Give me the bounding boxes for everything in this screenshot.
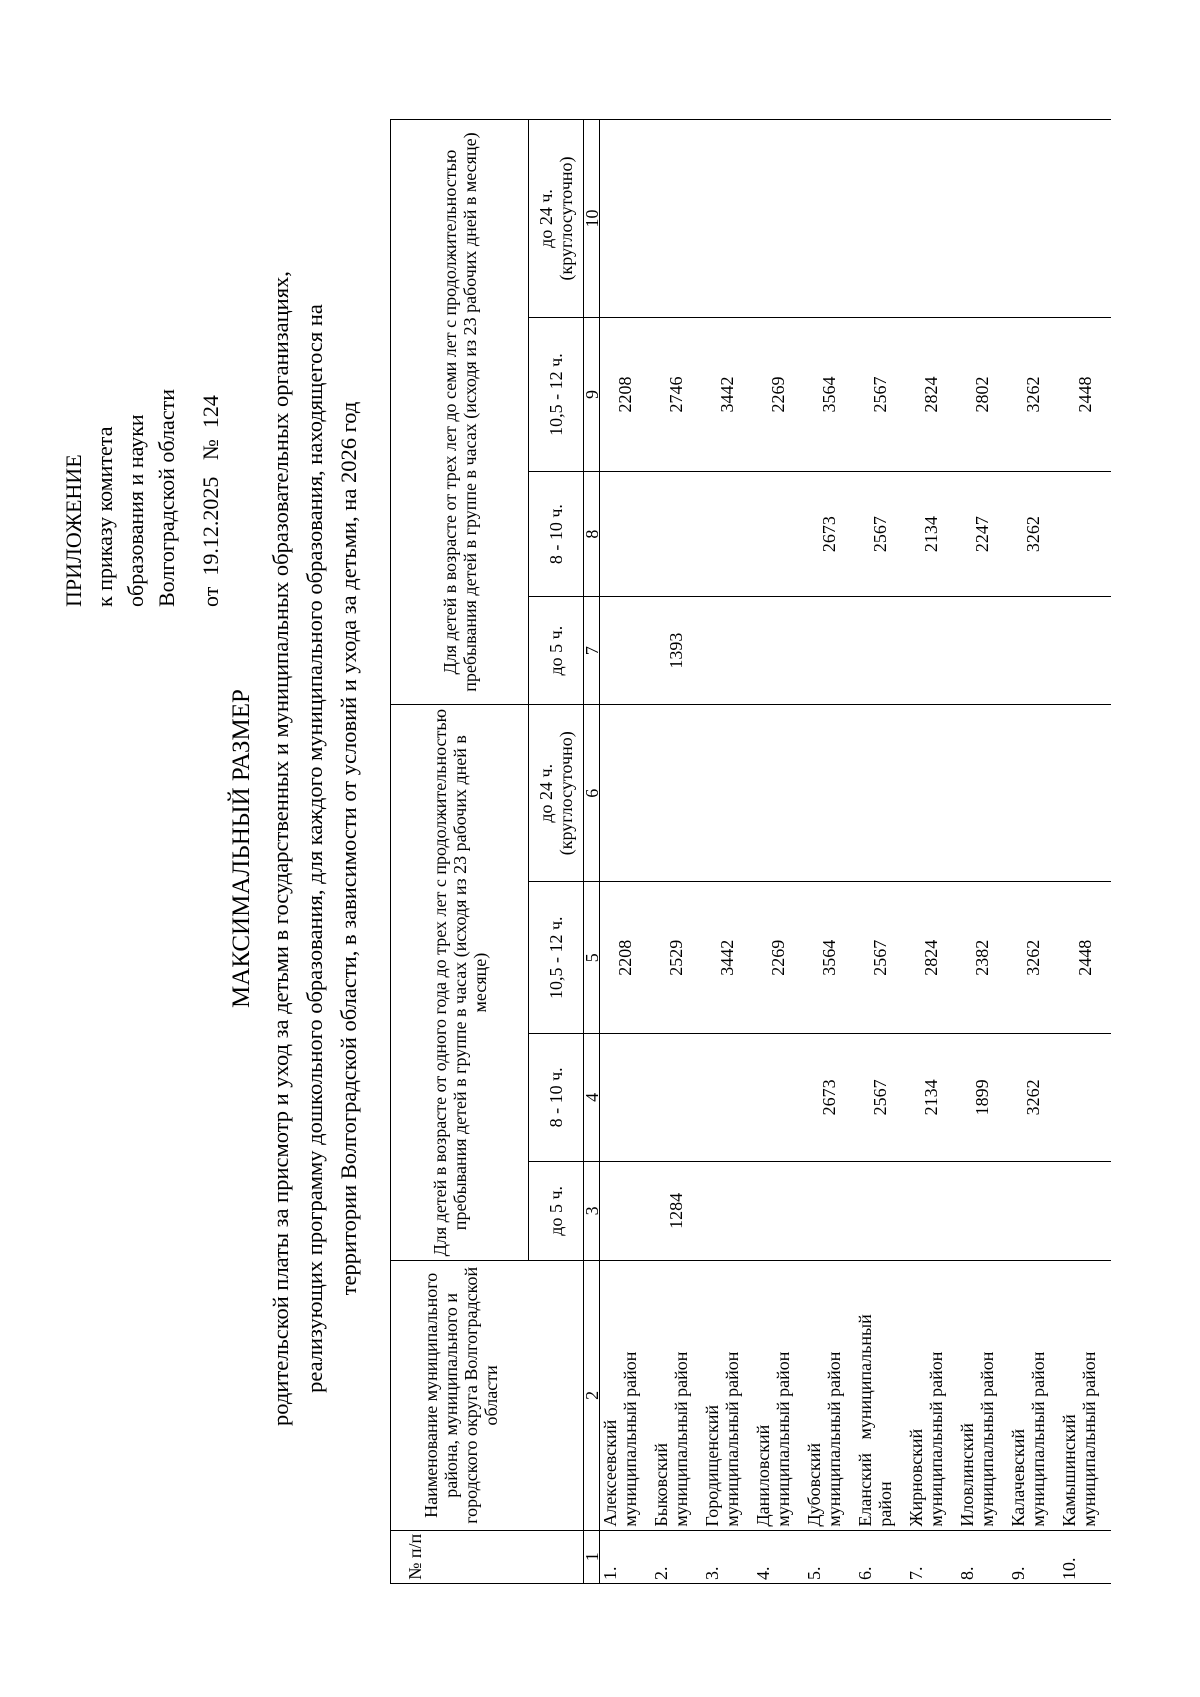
fee-cell-c10 [753,120,804,318]
header-g2-24h-b: (круглосуточно) [556,156,576,281]
fee-cell-c8 [702,472,753,597]
col-number: 9 [584,317,600,471]
municipality-name-line-2: муниципальный район [976,1351,997,1527]
row-number: 10. [1059,1530,1111,1583]
header-g1-24h [529,705,584,882]
appendix-block [58,187,226,607]
header-g2-10-12: 10,5 - 12 ч. [529,317,584,471]
row-number: 3. [702,1530,753,1583]
col-number: 3 [584,1161,600,1261]
fee-cell-c9: 2746 [651,317,702,471]
fee-cell-c8: 2247 [957,472,1008,597]
table-row [600,120,651,1584]
fee-cell-c10 [906,120,957,318]
col-number: 6 [584,705,600,882]
row-number: 8. [957,1530,1008,1583]
subtitle-line-2: реализующих программу дошкольного образования, для каждого муниципального образования, находящегося на [302,304,327,1393]
municipality-name [906,1261,957,1530]
fee-cell-c9: 3442 [702,317,753,471]
fee-cell-c6 [1059,705,1111,882]
header-name: Наименование муниципального района, муниципального и городского округа Волгоградской области [391,1261,584,1530]
table-body [600,120,1111,1584]
row-number: 5. [804,1530,855,1583]
fee-cell-c5: 2269 [753,882,804,1034]
header-num: № п/п [391,1530,584,1583]
header-g2-24h [529,120,584,318]
row-number: 6. [855,1530,906,1583]
table-row [1008,120,1059,1584]
fee-cell-c10 [600,120,651,318]
fee-cell-c8 [651,472,702,597]
fee-cell-c6 [957,705,1008,882]
column-number-row [584,120,600,1584]
municipality-name [1059,1261,1111,1530]
municipality-name-line-2: муниципальный район [620,1351,640,1527]
fee-cell-c5: 2824 [906,882,957,1034]
fee-cell-c3 [906,1161,957,1261]
col-number: 4 [584,1034,600,1161]
municipality-name-line-2: муниципальный район [721,1351,742,1527]
header-g2-8-10: 8 - 10 ч. [529,472,584,597]
appendix-spacer [182,187,195,607]
fee-cell-c10 [1008,120,1059,318]
table-row [753,120,804,1584]
fee-cell-c9: 2448 [1059,317,1111,471]
municipality-name [957,1261,1008,1530]
municipality-name-line-1: Даниловский [752,1424,773,1527]
header-g2-24h-a: до 24 ч. [536,189,556,248]
fee-cell-c7 [906,597,957,705]
fee-cell-c9: 2269 [753,317,804,471]
fee-cell-c6 [804,705,855,882]
fee-cell-c8: 2673 [804,472,855,597]
municipality-name-line-1: Быковский [650,1442,671,1527]
fee-cell-c4 [651,1034,702,1161]
table-row [855,120,906,1584]
col-number: 8 [584,472,600,597]
table-row [957,120,1008,1584]
municipality-name-line-1: Алексеевский [600,1419,620,1527]
fee-cell-c7 [702,597,753,705]
header-g1-8-10: 8 - 10 ч. [529,1034,584,1161]
municipality-name [804,1261,855,1530]
fee-cell-c5: 3262 [1008,882,1059,1034]
row-number: 7. [906,1530,957,1583]
fee-cell-c10 [957,120,1008,318]
fee-cell-c7: 1393 [651,597,702,705]
fee-cell-c6 [702,705,753,882]
municipality-name-line-1: Иловлинский [956,1423,977,1527]
fee-cell-c3 [1059,1161,1111,1261]
fee-cell-c5: 2448 [1059,882,1111,1034]
fee-cell-c10 [804,120,855,318]
fee-cell-c8: 3262 [1008,472,1059,597]
fee-cell-c9: 2208 [600,317,651,471]
col-number: 2 [584,1261,600,1530]
fee-cell-c10 [702,120,753,318]
row-number: 2. [651,1530,702,1583]
fee-cell-c3 [804,1161,855,1261]
table-row [906,120,957,1584]
header-g1-upto5: до 5 ч. [529,1161,584,1261]
document-title: МАКСИМАЛЬНЫЙ РАЗМЕР [228,689,255,1008]
fee-cell-c7 [804,597,855,705]
fee-cell-c3: 1284 [651,1161,702,1261]
fee-cell-c6 [906,705,957,882]
fee-cell-c5: 3442 [702,882,753,1034]
table-row [1059,120,1111,1584]
fee-cell-c5: 2567 [855,882,906,1034]
fee-cell-c8: 2134 [906,472,957,597]
fee-cell-c6 [1008,705,1059,882]
header-group-1-3: Для детей в возрасте от одного года до трех лет с продолжительностью пребывания детей в группе в часах (исходя из 23 рабочих дней в месяце) [391,705,529,1261]
subtitle-line-1: родительской платы за присмотр и уход за детьми в государственных и муниципальных образовательных организациях, [268,271,293,1426]
municipality-name-line-1: Дубовский [803,1443,824,1527]
fee-cell-c8: 2567 [855,472,906,597]
fee-cell-c4: 2134 [906,1034,957,1161]
fee-cell-c4 [600,1034,651,1161]
fee-cell-c9: 3564 [804,317,855,471]
fee-cell-c7 [1008,597,1059,705]
fee-cell-c3 [753,1161,804,1261]
header-g1-24h-a: до 24 ч. [536,763,556,823]
appendix-heading: ПРИЛОЖЕНИЕ [61,454,86,607]
municipality-name [855,1261,906,1530]
fee-cell-c5: 2529 [651,882,702,1034]
municipality-name [702,1261,753,1530]
fee-cell-c7 [855,597,906,705]
fee-cell-c6 [855,705,906,882]
municipality-name-line-1: Калачевский [1007,1428,1028,1527]
municipality-name [651,1261,702,1530]
fee-cell-c4 [702,1034,753,1161]
fee-cell-c9: 3262 [1008,317,1059,471]
fee-cell-c7 [1059,597,1111,705]
municipality-name [600,1261,651,1530]
fee-cell-c4: 3262 [1008,1034,1059,1161]
appendix-line-3: Волгоградской области [154,389,179,607]
municipality-name-line-2: муниципальный район [823,1351,844,1527]
municipality-name-line-2: муниципальный район [772,1351,793,1527]
col-number: 10 [584,120,600,318]
col-number: 5 [584,882,600,1034]
municipality-name-line-1: Жирновский [905,1428,926,1527]
municipality-name-line-2: муниципальный район [1078,1351,1099,1527]
row-number: 9. [1008,1530,1059,1583]
fee-cell-c5: 3564 [804,882,855,1034]
fee-cell-c10 [855,120,906,318]
fee-cell-c5: 2208 [600,882,651,1034]
municipality-name-line-1: Камышинский [1058,1414,1079,1527]
fee-cell-c4: 2673 [804,1034,855,1161]
header-g1-10-12: 10,5 - 12 ч. [529,882,584,1034]
fee-cell-c8 [600,472,651,597]
header-g1-24h-b: (круглосуточно) [556,731,576,856]
fee-cell-c6 [600,705,651,882]
fee-cell-c3 [957,1161,1008,1261]
fee-cell-c3 [855,1161,906,1261]
municipality-name-line-1: Городищенский [701,1405,722,1527]
municipality-name-line-1: Еланский муниципальный [854,1314,875,1527]
subtitle-line-3: территории Волгоградской области, в зависимости от условий и ухода за детьми, на 2026 год [336,401,361,1296]
fee-cell-c9: 2824 [906,317,957,471]
fee-cell-c3 [1008,1161,1059,1261]
fee-cell-c10 [651,120,702,318]
fee-cell-c4 [753,1034,804,1161]
fee-cell-c9: 2802 [957,317,1008,471]
municipality-name-line-2: муниципальный район [1027,1351,1048,1527]
municipality-name-line-2: район [874,1481,895,1527]
fee-cell-c8 [1059,472,1111,597]
municipality-name-line-2: муниципальный район [670,1351,691,1527]
col-number: 7 [584,597,600,705]
fee-cell-c4: 1899 [957,1034,1008,1161]
appendix-line-1: к приказу комитета [92,426,117,607]
fee-cell-c7 [957,597,1008,705]
fee-cell-c4 [1059,1034,1111,1161]
fee-cell-c3 [600,1161,651,1261]
row-number: 1. [600,1530,651,1583]
fee-cell-c7 [753,597,804,705]
municipality-name-line-2: муниципальный район [925,1351,946,1527]
row-number: 4. [753,1530,804,1583]
table-row [702,120,753,1584]
appendix-date-number: от 19.12.2025 № 124 [198,395,223,607]
fee-cell-c6 [651,705,702,882]
municipality-name [1008,1261,1059,1530]
table-row [804,120,855,1584]
table-row [651,120,702,1584]
appendix-line-2: образования и науки [123,414,148,607]
fee-cell-c4: 2567 [855,1034,906,1161]
fee-cell-c8 [753,472,804,597]
fee-cell-c6 [753,705,804,882]
fee-cell-c5: 2382 [957,882,1008,1034]
fee-cell-c10 [1059,120,1111,318]
municipality-name [753,1261,804,1530]
fee-cell-c7 [600,597,651,705]
document-subtitle [264,10,366,1687]
col-number: 1 [584,1530,600,1583]
fee-cell-c3 [702,1161,753,1261]
fee-table [390,119,1111,1584]
header-group-3-7: Для детей в возрасте от трех лет до семи лет с продолжительностью пребывания детей в группе в часах (исходя из 23 рабочих дней в месяце) [391,120,529,705]
header-g2-upto5: до 5 ч. [529,597,584,705]
fee-cell-c9: 2567 [855,317,906,471]
